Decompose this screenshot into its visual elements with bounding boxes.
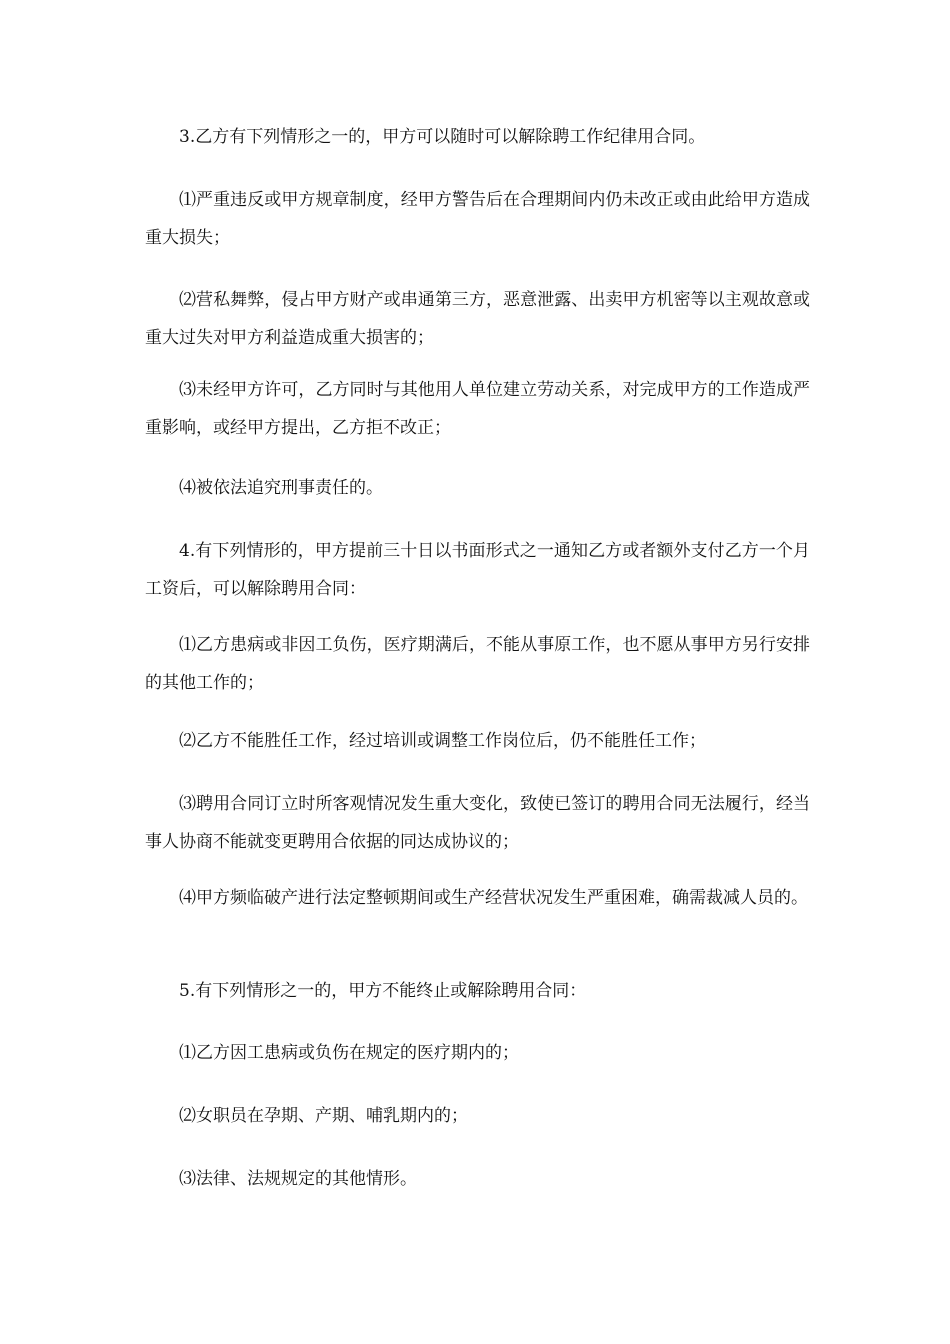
paragraph-3: 3.乙方有下列情形之一的，甲方可以随时可以解除聘工作纪律用合同。: [179, 127, 706, 147]
paragraph-4-1: ⑴乙方患病或非因工负伤，医疗期满后，不能从事原工作，也不愿从事甲方另行安排的其他工作的；: [145, 635, 810, 693]
paragraph-4: 4.有下列情形的，甲方提前三十日以书面形式之一通知乙方或者额外支付乙方一个月工资后，可以解除聘用合同：: [145, 541, 810, 599]
paragraph-5-1: ⑴乙方因工患病或负伤在规定的医疗期内的；: [179, 1043, 519, 1063]
paragraph-3-4: ⑷被依法追究刑事责任的。: [179, 478, 383, 498]
paragraph-4-2: ⑵乙方不能胜任工作，经过培训或调整工作岗位后，仍不能胜任工作；: [179, 731, 706, 751]
paragraph-5-3: ⑶法律、法规规定的其他情形。: [179, 1169, 417, 1189]
paragraph-5: 5.有下列情形之一的，甲方不能终止或解除聘用合同：: [179, 981, 587, 1001]
paragraph-3-1: ⑴严重违反或甲方规章制度，经甲方警告后在合理期间内仍未改正或由此给甲方造成重大损失；: [145, 190, 810, 248]
paragraph-4-3: ⑶聘用合同订立时所客观情况发生重大变化，致使已签订的聘用合同无法履行，经当事人协商不能就变更聘用合依据的同达成协议的；: [145, 794, 810, 852]
paragraph-3-2: ⑵营私舞弊，侵占甲方财产或串通第三方，恶意泄露、出卖甲方机密等以主观故意或重大过失对甲方利益造成重大损害的；: [145, 290, 810, 348]
paragraph-5-2: ⑵女职员在孕期、产期、哺乳期内的；: [179, 1106, 468, 1126]
paragraph-4-4: ⑷甲方频临破产进行法定整顿期间或生产经营状况发生严重困难，确需裁减人员的。: [179, 888, 808, 908]
paragraph-3-3: ⑶未经甲方许可，乙方同时与其他用人单位建立劳动关系，对完成甲方的工作造成严重影响，或经甲方提出，乙方拒不改正；: [145, 380, 810, 438]
